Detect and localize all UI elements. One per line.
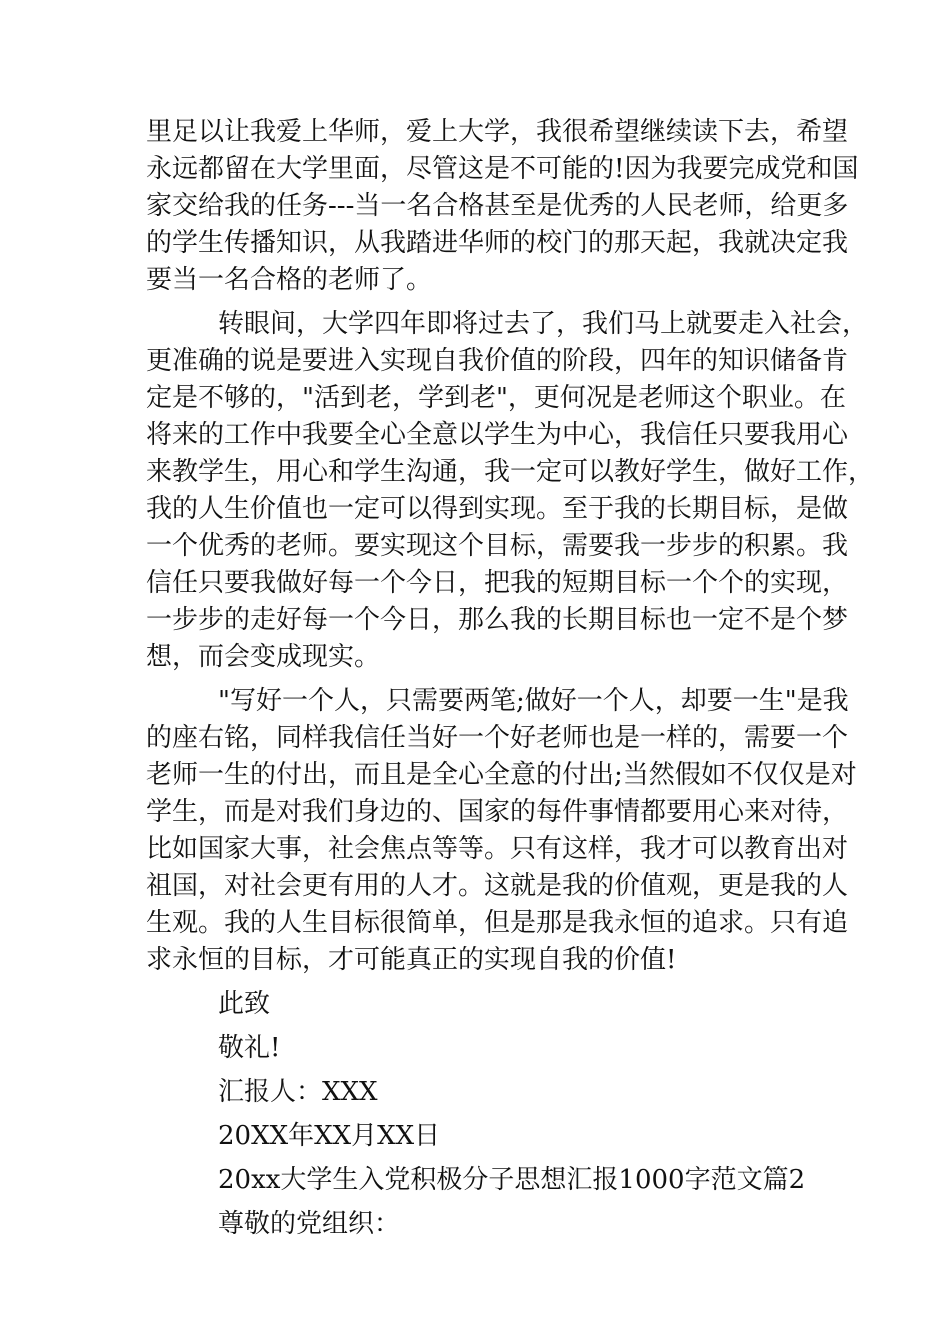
text-line: 转眼间，大学四年即将过去了，我们马上就要走入社会，	[218, 309, 869, 339]
text-line: 信任只要我做好每一个今日，把我的短期目标一个个的实现，	[146, 568, 849, 598]
report-date: 20XX年XX月XX日	[218, 1121, 441, 1151]
text-line: 永远都留在大学里面，尽管这是不可能的!因为我要完成党和国	[146, 154, 859, 184]
text-line: 学生，而是对我们身边的、国家的每件事情都要用心来对待，	[146, 797, 849, 827]
regards: 敬礼!	[218, 1033, 281, 1063]
paragraph-1	[146, 114, 859, 299]
next-section-title: 20xx大学生入党积极分子思想汇报1000字范文篇2	[218, 1165, 806, 1195]
text-line: 家交给我的任务---当一名合格甚至是优秀的人民老师，给更多	[146, 191, 849, 221]
text-line: 祖国，对社会更有用的人才。这就是我的价值观，更是我的人	[146, 871, 849, 901]
text-line: 的学生传播知识，从我踏进华师的校门的那天起，我就决定我	[146, 228, 849, 258]
text-line: 更准确的说是要进入实现自我价值的阶段，四年的知识储备肯	[146, 346, 849, 376]
text-line: 里足以让我爱上华师，爱上大学，我很希望继续读下去，希望	[146, 117, 849, 147]
text-line: 想，而会变成现实。	[146, 642, 381, 672]
salutation: 此致	[218, 989, 271, 1019]
text-line: 将来的工作中我要全心全意以学生为中心，我信任只要我用心	[146, 420, 849, 450]
text-line: 求永恒的目标，才可能真正的实现自我的价值!	[146, 945, 677, 975]
closing-block	[146, 986, 806, 1243]
document-body	[146, 114, 875, 1243]
text-line: 比如国家大事，社会焦点等等。只有这样，我才可以教育出对	[146, 834, 849, 864]
paragraph-3	[146, 683, 857, 979]
reporter: 汇报人：XXX	[218, 1077, 378, 1107]
text-line: 老师一生的付出，而且是全心全意的付出;当然假如不仅仅是对	[146, 760, 857, 790]
text-line: 我的人生价值也一定可以得到实现。至于我的长期目标，是做	[146, 494, 849, 524]
text-line: 定是不够的，"活到老，学到老"，更何况是老师这个职业。在	[146, 383, 846, 413]
text-line: 来教学生，用心和学生沟通，我一定可以教好学生，做好工作，	[146, 457, 875, 487]
text-line: 要当一名合格的老师了。	[146, 265, 433, 295]
text-line: 生观。我的人生目标很简单，但是那是我永恒的追求。只有追	[146, 908, 849, 938]
text-line: 的座右铭，同样我信任当好一个好老师也是一样的，需要一个	[146, 723, 849, 753]
text-line: 一步步的走好每一个今日，那么我的长期目标也一定不是个梦	[146, 605, 849, 635]
next-section-greeting: 尊敬的党组织：	[218, 1209, 401, 1239]
paragraph-2	[146, 306, 875, 676]
text-line: 一个优秀的老师。要实现这个目标，需要我一步步的积累。我	[146, 531, 849, 561]
text-line: "写好一个人，只需要两笔;做好一个人，却要一生"是我	[218, 686, 849, 716]
